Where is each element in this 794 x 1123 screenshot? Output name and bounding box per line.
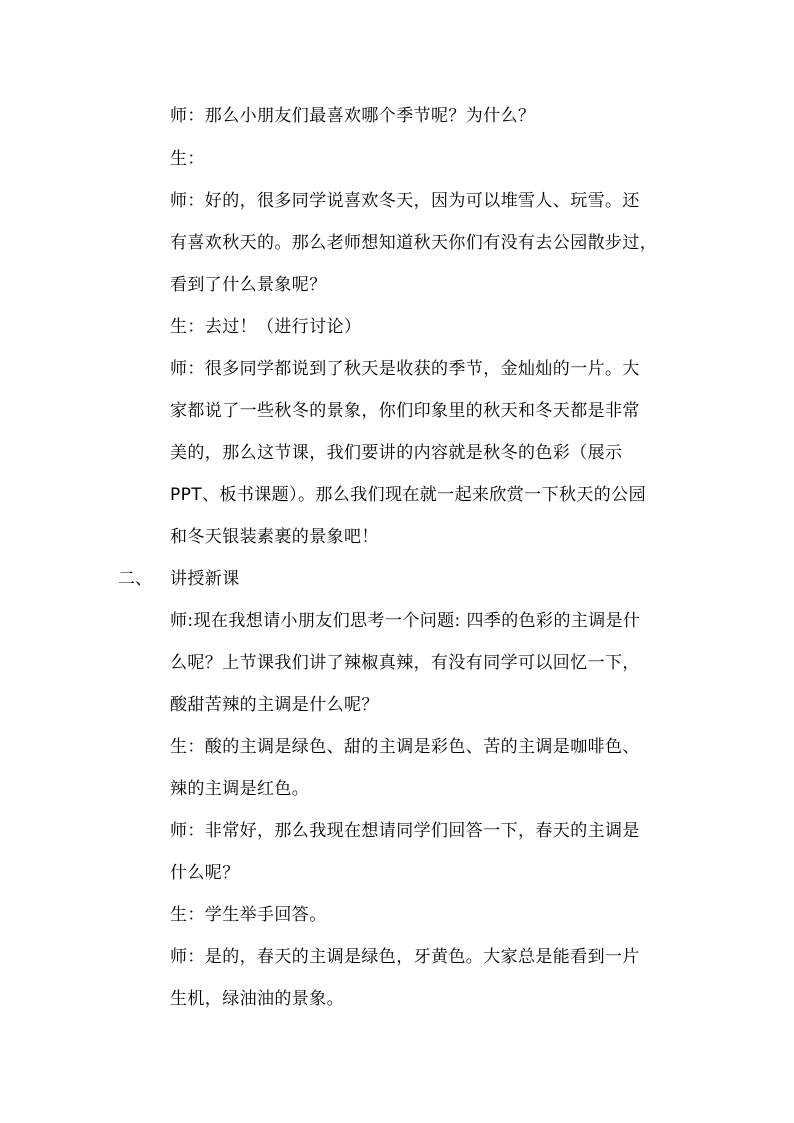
paragraph-line: 生：学生举手回答。 (170, 905, 327, 925)
paragraph-line: 师：好的，很多同学说喜欢冬天，因为可以堆雪人、玩雪。还 (170, 191, 640, 211)
paragraph-line: PPT、板书课题）。那么我们现在就一起来欣赏一下秋天的公园 (170, 485, 646, 505)
paragraph-line: 生：去过！（进行讨论） (170, 317, 362, 337)
section-title: 讲授新课 (170, 569, 240, 589)
paragraph-line: 师：很多同学都说到了秋天是收获的季节，金灿灿的一片。大 (170, 359, 640, 379)
paragraph-line: 什么呢？ (170, 863, 240, 883)
paragraph-line: 师：非常好，那么我现在想请同学们回答一下，春天的主调是 (170, 821, 640, 841)
paragraph-line: 家都说了一些秋冬的景象，你们印象里的秋天和冬天都是非常 (170, 401, 640, 421)
paragraph-line: 生机，绿油油的景象。 (170, 989, 344, 1009)
paragraph-line: 么呢？上节课我们讲了辣椒真辣，有没有同学可以回忆一下， (170, 653, 640, 673)
paragraph-line: 美的，那么这节课，我们要讲的内容就是秋冬的色彩（展示 (170, 443, 623, 463)
section-number: 二、 (118, 569, 152, 589)
paragraph-line: 看到了什么景象呢？ (170, 275, 327, 295)
paragraph-line: 生： (170, 149, 205, 169)
paragraph-line: 师：那么小朋友们最喜欢哪个季节呢？为什么？ (170, 106, 536, 126)
paragraph-line: 师：是的，春天的主调是绿色，牙黄色。大家总是能看到一片 (170, 947, 640, 967)
paragraph-line: 辣的主调是红色。 (170, 779, 310, 799)
paragraph-line: 和冬天银装素裹的景象吧！ (170, 527, 379, 547)
paragraph-line: 酸甜苦辣的主调是什么呢？ (170, 695, 379, 715)
paragraph-line: 生：酸的主调是绿色、甜的主调是彩色、苦的主调是咖啡色、 (170, 737, 640, 757)
paragraph-line: 师:现在我想请小朋友们思考一个问题: 四季的色彩的主调是什 (170, 611, 641, 631)
paragraph-line: 有喜欢秋天的。那么老师想知道秋天你们有没有去公园散步过， (170, 233, 658, 253)
